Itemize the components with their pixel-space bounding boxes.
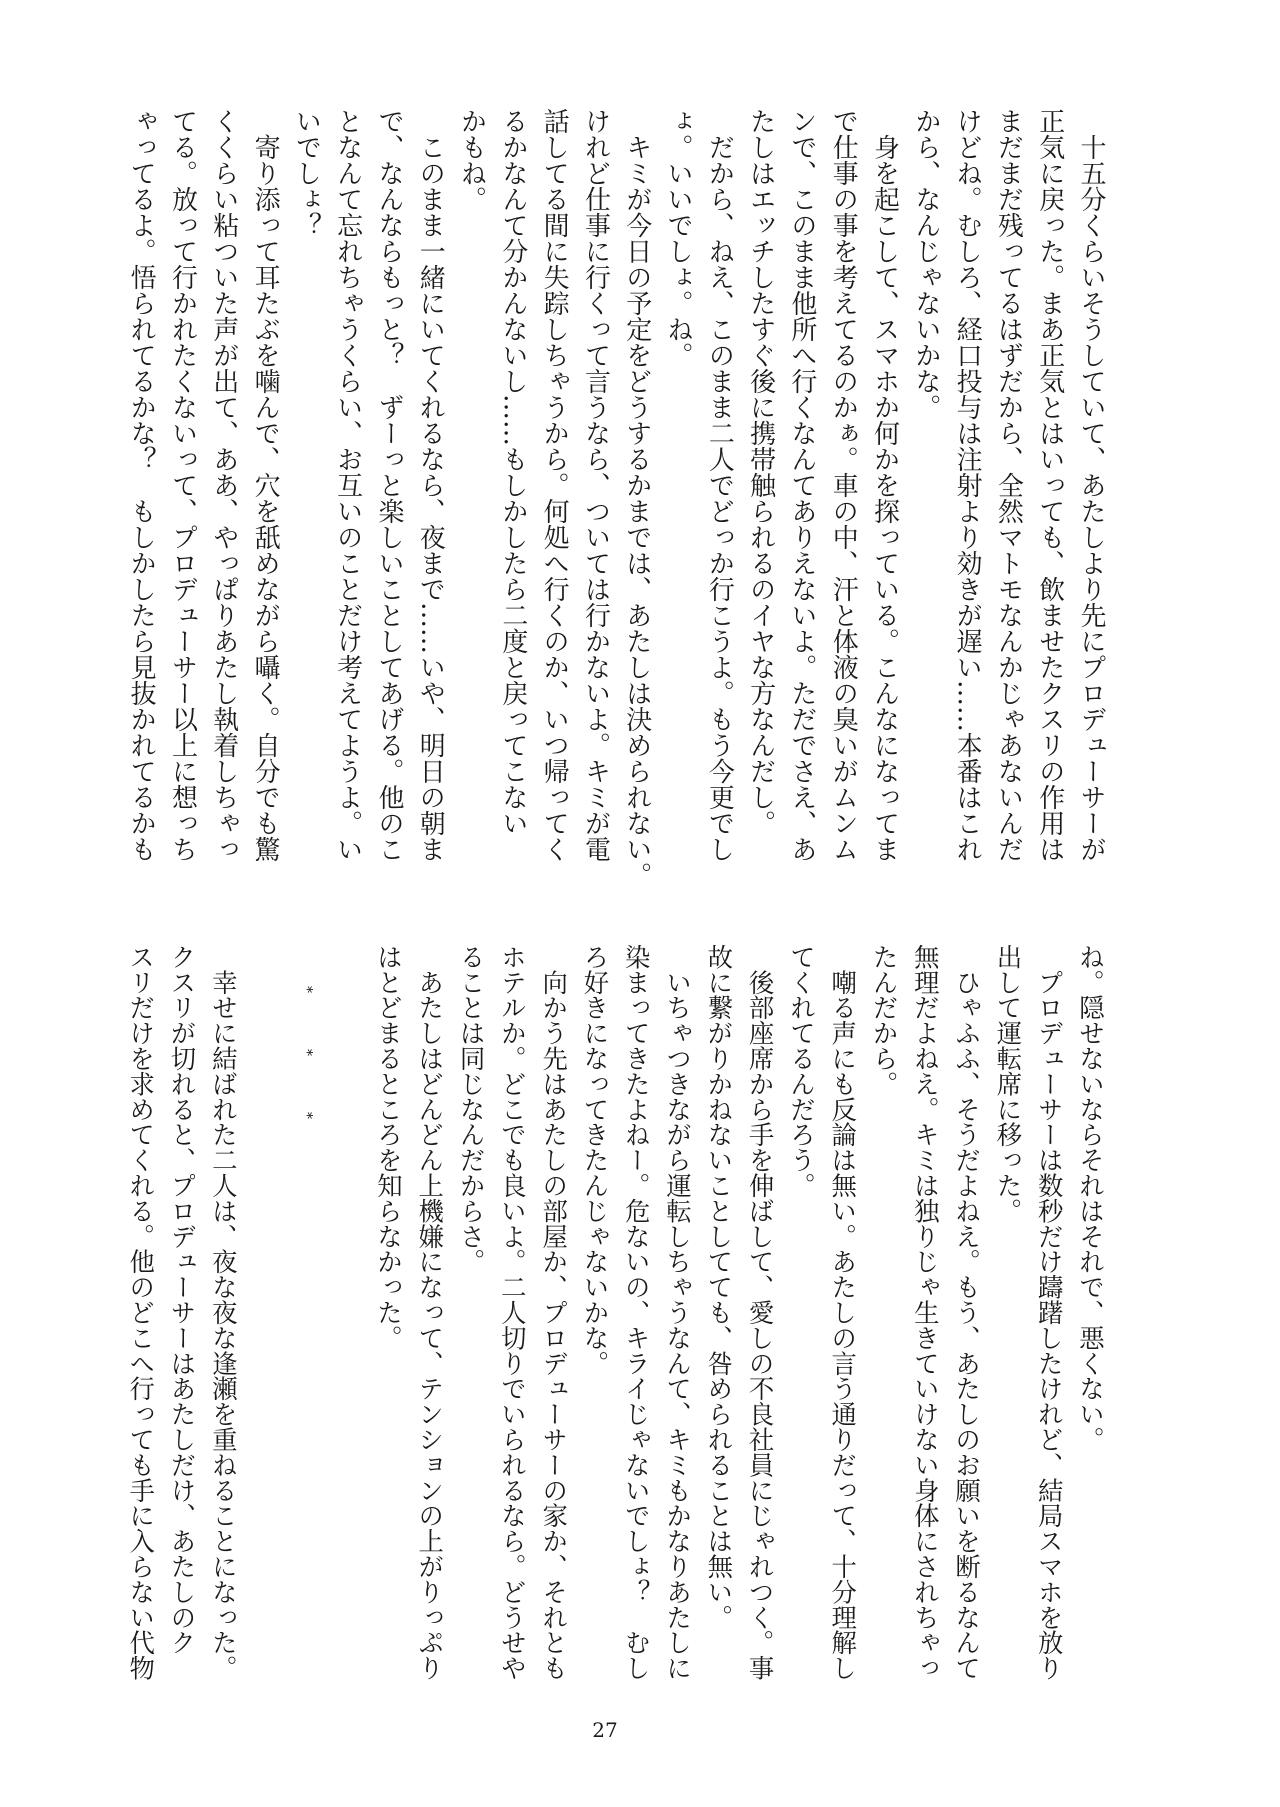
text-line: ゃってるよ。悟られてるかな？ もしかしたら見抜かれてるかも [126, 108, 157, 862]
text-line: 故に繋がりかねないことしてても、咎められることは無い。 [704, 944, 735, 1630]
text-line: プロデューサーは数秒だけ躊躇したけれど、結局スマホを放り [1034, 944, 1065, 1681]
text-line: から、なんじゃないかな。 [910, 108, 941, 420]
text-line: クスリが切れると、プロデューサーはあたしだけ、あたしのク [167, 944, 198, 1656]
text-line: まだまだ残ってるはずだから、全然マトモなんかじゃあないんだ [993, 108, 1024, 862]
section-break: *** [298, 986, 315, 1175]
text-line: スリだけを求めてくれる。他のどこへ行っても手に入らない代物 [126, 944, 157, 1681]
text-line: 幸せに結ばれた二人は、夜な夜な逢瀬を重ねることになった。 [208, 944, 239, 1681]
text-line: となんて忘れちゃうくらい、お互いのことだけ考えてようよ。い [332, 108, 363, 862]
text-line: 後部座席から手を伸ばして、愛しの不良社員にじゃれつく。事 [745, 944, 776, 1681]
lower-text-block [120, 944, 1111, 1684]
text-line: ホテルか。どこでも良いよ。二人切りでいられるなら。どうせや [497, 944, 528, 1681]
text-line: 嘲る声にも反論は無い。あたしの言う通りだって、十分理解し [828, 944, 859, 1681]
text-line: で仕事の事を考えてるのかぁ。車の中、汗と体液の臭いがムンム [828, 108, 859, 862]
text-line: ょ。いいでしょ。ね。 [663, 108, 694, 368]
page-number: 27 [592, 1718, 618, 1742]
text-line: 出して運転席に移った。 [993, 944, 1024, 1224]
text-line: ることは同じなんだからさ。 [456, 944, 487, 1275]
upper-text-block [120, 108, 1111, 888]
text-line: 寄り添って耳たぶを噛んで、穴を舐めながら囁く。自分でも驚 [250, 108, 281, 862]
text-line: てる。放って行かれたくないって、プロデューサー以上に想っち [167, 108, 198, 862]
text-line: 十五分くらいそうしていて、あたしより先にプロデューサーが [1076, 108, 1106, 862]
blank-line [326, 944, 367, 1684]
text-line: で、なんならもっと？ ずーっと楽しいことしてあげる。他のこ [373, 108, 404, 862]
text-line: 無理だよねえ。キミは独りじゃ生きていけない身体にされちゃっ [910, 944, 941, 1681]
text-line: あたしはどんどん上機嫌になって、テンションの上がりっぷり [415, 944, 446, 1681]
text-line: くくらい粘ついた声が出て、ああ、やっぱりあたし執着しちゃっ [208, 108, 239, 862]
text-line: 染まってきたよねー。危ないの、キライじゃないでしょ？ むし [621, 944, 652, 1681]
text-line: ひゃふふ、そうだよねえ。もう、あたしのお願いを断るなんて [952, 944, 983, 1681]
text-line: たんだから。 [869, 944, 900, 1097]
text-line: はとどまるところを知らなかった。 [373, 944, 404, 1351]
text-line: ろ好きになってきたんじゃないかな。 [580, 944, 611, 1376]
text-line: かもね。 [456, 108, 487, 212]
text-line: るかなんて分かんないし……もしかしたら二度と戻ってこない [497, 108, 528, 836]
text-line: ンで、このまま他所へ行くなんてありえないよ。ただでさえ、あ [786, 108, 817, 862]
text-line: いちゃつきながら運転しちゃうなんて、キミもかなりあたしに [663, 944, 694, 1681]
text-line: ね。隠せないならそれはそれで、悪くない。 [1076, 944, 1106, 1452]
text-line: このまま一緒にいてくれるなら、夜まで……いや、明日の朝ま [415, 108, 446, 862]
text-line: だから、ねえ、このまま二人でどっか行こうよ。もう今更でし [704, 108, 735, 862]
text-line: けれど仕事に行くって言うなら、ついては行かないよ。キミが電 [580, 108, 611, 862]
text-line: キミが今日の予定をどうするかまでは、あたしは決められない。 [621, 108, 652, 888]
text-line: いでしょ？ [291, 108, 322, 238]
text-line: 正気に戻った。まあ正気とはいっても、飲ませたクスリの作用は [1034, 108, 1065, 862]
blank-line [244, 944, 285, 1684]
text-line: 身を起こして、スマホか何かを探っている。こんなになってま [869, 108, 900, 862]
text-line: てくれてるんだろう。 [786, 944, 817, 1198]
text-line: けどね。むしろ、経口投与は注射より効きが遅い……本番はこれ [952, 108, 983, 862]
text-line: たしはエッチしたすぐ後に携帯触られるのイヤな方なんだし。 [745, 108, 776, 836]
text-line: 向かう先はあたしの部屋か、プロデューサーの家か、それとも [539, 944, 570, 1681]
text-line: 話してる間に失踪しちゃうから。何処へ行くのか、いつ帰ってく [539, 108, 570, 862]
